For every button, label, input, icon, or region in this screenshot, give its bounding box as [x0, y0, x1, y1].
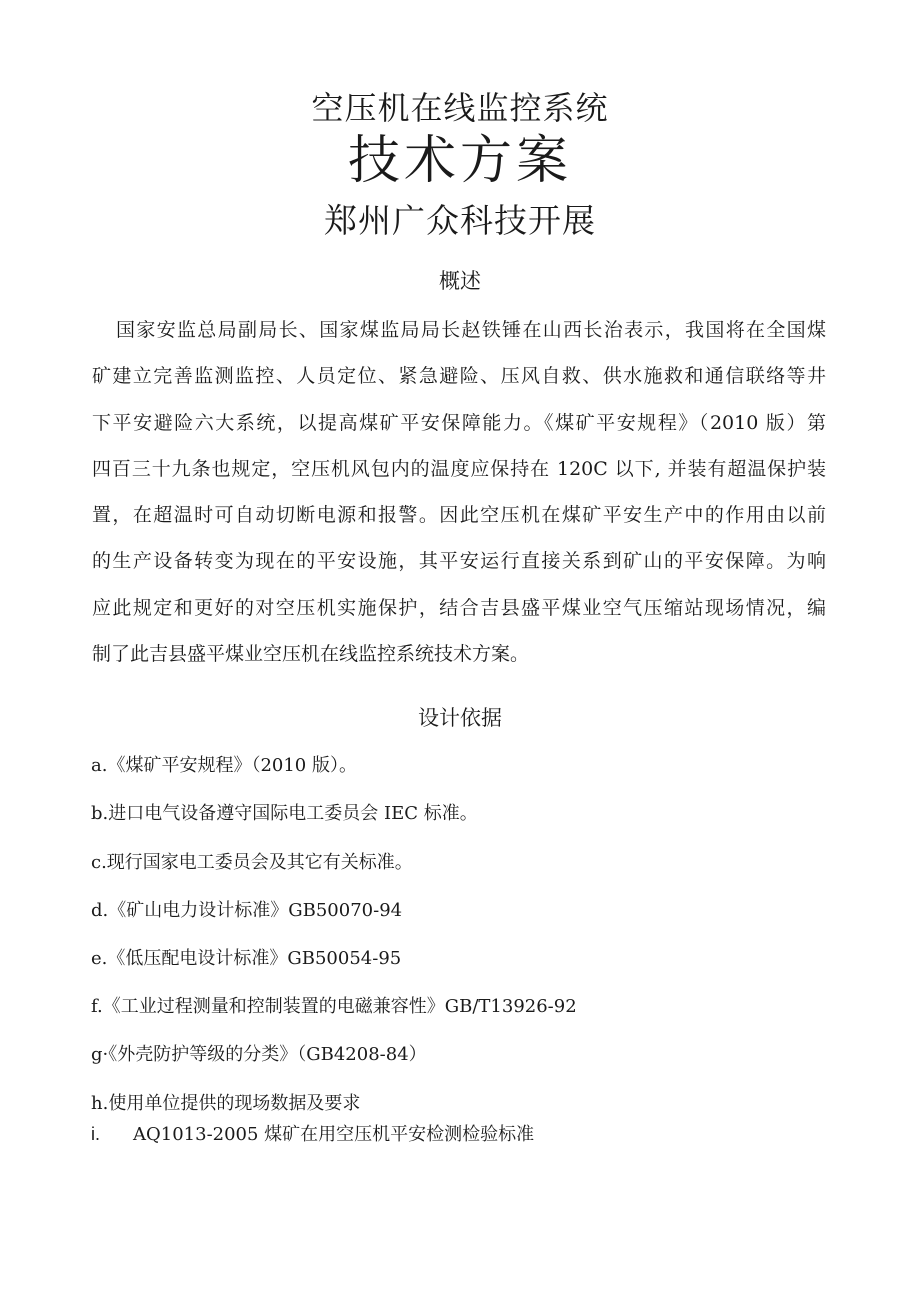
basis-item-i: [91, 1120, 534, 1149]
overview-line-7: 应此规定和更好的对空压机实施保护，结合吉县盛平煤业空气压缩站现场情况，编: [92, 597, 826, 619]
basis-item-d: d.《矿山电力设计标准》GB50070-94: [91, 900, 403, 921]
overview-line-1: 国家安监总局副局长、国家煤监局局长赵铁锤在山西长治表示，我国将在全国煤: [116, 319, 826, 341]
overview-line-4: 四百三十九条也规定，空压机风包内的温度应保持在 120C 以下, 并装有超温保护装: [92, 458, 826, 480]
basis-item-g: g·《外壳防护等级的分类》（GB4208-84）: [91, 1044, 427, 1065]
basis-item-f: f.《工业过程测量和控制装置的电磁兼容性》GB/T13926-92: [91, 996, 577, 1017]
basis-item-i-text: AQ1013-2005 煤矿在用空压机平安检测检验标准: [133, 1124, 535, 1145]
overview-line-2: 矿建立完善监测监控、人员定位、紧急避险、压风自救、供水施救和通信联络等井: [92, 365, 826, 387]
basis-item-i-marker: i.: [91, 1124, 100, 1144]
basis-item-e: e.《低压配电设计标准》GB50054-95: [91, 948, 402, 969]
basis-item-c: c.现行国家电工委员会及其它有关标准。: [91, 852, 413, 873]
design-basis-heading: 设计依据: [418, 706, 502, 730]
overview-line-3: 下平安避险六大系统，以提高煤矿平安保障能力。《煤矿平安规程》（2010 版）第: [92, 412, 826, 434]
overview-heading: 概述: [439, 269, 481, 293]
basis-item-h: h.使用单位提供的现场数据及要求: [91, 1093, 361, 1114]
doc-title-line-1: 空压机在线监控系统: [311, 89, 609, 127]
overview-line-6: 的生产设备转变为现在的平安设施，其平安运行直接关系到矿山的平安保障。为响: [92, 550, 826, 572]
doc-title-line-3: 郑州广众科技开展: [324, 201, 596, 240]
doc-title-line-2: 技术方案: [347, 131, 572, 191]
basis-item-b: b.进口电气设备遵守国际电工委员会 IEC 标准。: [91, 803, 478, 824]
overview-line-8: 制了此吉县盛平煤业空压机在线监控系统技术方案。: [92, 643, 530, 665]
overview-line-5: 置，在超温时可自动切断电源和报警。因此空压机在煤矿平安生产中的作用由以前: [92, 504, 826, 526]
basis-item-a: a.《煤矿平安规程》（2010 版）。: [91, 755, 357, 776]
